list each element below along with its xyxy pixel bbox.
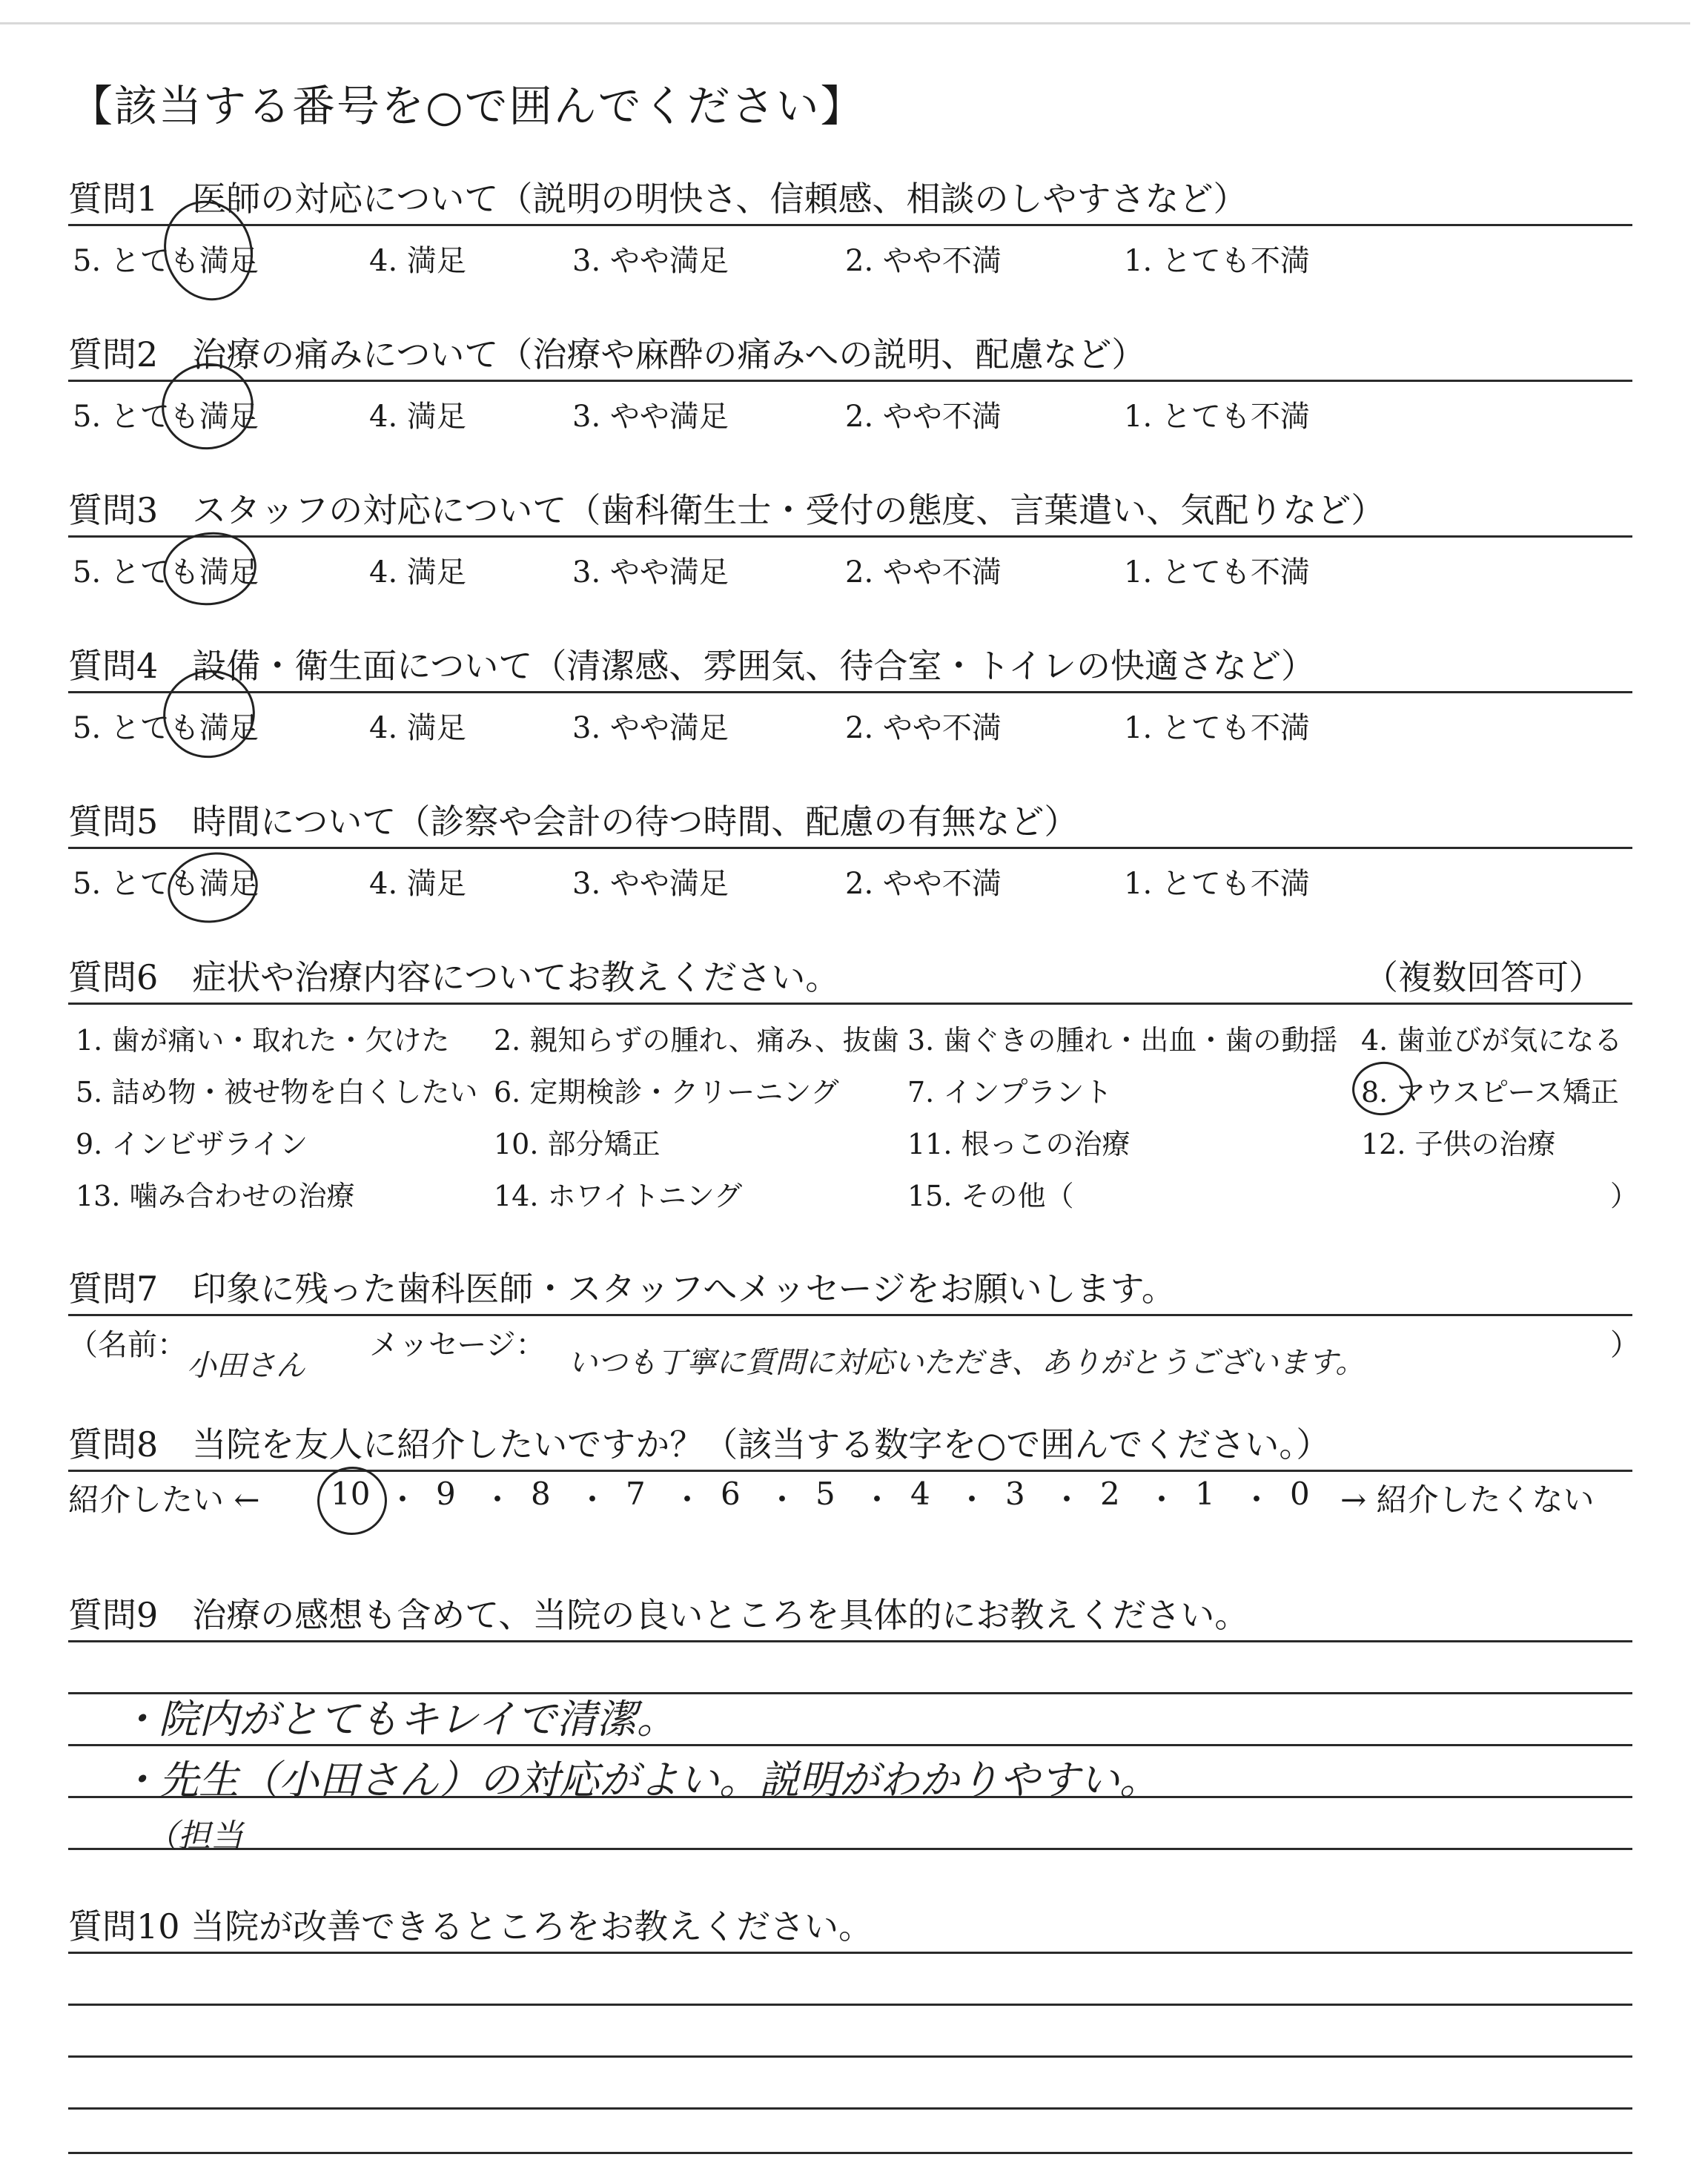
rule-q9-1 <box>68 1640 1632 1642</box>
q6-item-1[interactable]: 1. 歯が痛い・取れた・欠けた <box>76 1024 450 1057</box>
q3-option-1[interactable]: 1. とても不満 <box>1124 555 1310 589</box>
q3-option-3[interactable]: 3. やや満足 <box>572 555 729 589</box>
question-2: 質問2 治療の痛みについて（治療や麻酔の痛みへの説明、配慮など） <box>68 334 1146 374</box>
rule-q7 <box>68 1314 1632 1316</box>
q9-answer-note[interactable]: （担当 <box>145 1817 243 1855</box>
q8-dot: ・ <box>1051 1482 1083 1518</box>
q9-answer-line-2[interactable]: ・先生（小田さん）の対応がよい。説明がわかりやすい。 <box>119 1757 1159 1803</box>
q2-option-4[interactable]: 4. 満足 <box>369 400 466 434</box>
q8-number-7[interactable]: 7 <box>626 1476 646 1512</box>
q8-dot: ・ <box>861 1482 893 1518</box>
rule-q2 <box>68 380 1632 382</box>
q1-option-4[interactable]: 4. 満足 <box>369 244 466 278</box>
q4-option-4[interactable]: 4. 満足 <box>369 711 466 745</box>
question-4: 質問4 設備・衛生面について（清潔感、雰囲気、待合室・トイレの快適さなど） <box>68 646 1316 686</box>
question-5: 質問5 時間について（診察や会計の待つ時間、配慮の有無など） <box>68 802 1079 842</box>
q9-answer-line-1[interactable]: ・院内がとてもキレイで清潔。 <box>119 1696 677 1743</box>
q8-dot: ・ <box>1241 1482 1273 1518</box>
q2-option-1[interactable]: 1. とても不満 <box>1124 400 1310 434</box>
q8-dot: ・ <box>577 1482 609 1518</box>
q8-dot: ・ <box>482 1482 514 1518</box>
rule-q5 <box>68 847 1632 849</box>
q8-number-8[interactable]: 8 <box>531 1476 551 1512</box>
q7-close-paren: ） <box>1610 1328 1640 1362</box>
q6-item-15[interactable]: 15. その他（ <box>907 1180 1074 1212</box>
q3-option-5[interactable]: 5. とても満足 <box>73 555 259 589</box>
q8-number-4[interactable]: 4 <box>910 1476 930 1512</box>
q3-option-2[interactable]: 2. やや不満 <box>845 555 1002 589</box>
q1-option-2[interactable]: 2. やや不満 <box>845 244 1002 278</box>
q8-number-3[interactable]: 3 <box>1005 1476 1025 1512</box>
q6-item-14[interactable]: 14. ホワイトニング <box>494 1180 743 1212</box>
q6-item-10[interactable]: 10. 部分矯正 <box>494 1128 661 1160</box>
q6-item-4[interactable]: 4. 歯並びが気になる <box>1361 1024 1623 1057</box>
q5-option-1[interactable]: 1. とても不満 <box>1124 867 1310 901</box>
q8-number-9[interactable]: 9 <box>436 1476 456 1512</box>
q6-item-2[interactable]: 2. 親知らずの腫れ、痛み、抜歯 <box>494 1024 899 1057</box>
rule-q10-1 <box>68 1952 1632 1954</box>
q8-number-0[interactable]: 0 <box>1290 1476 1310 1512</box>
rule-q8 <box>68 1470 1632 1472</box>
q8-dot: ・ <box>767 1482 798 1518</box>
q6-item-15-close: ） <box>1610 1180 1639 1212</box>
q8-dot: ・ <box>956 1482 988 1518</box>
rule-q10-2 <box>68 2004 1632 2006</box>
question-8: 質問8 当院を友人に紹介したいですか？（該当する数字を○で囲んでください。） <box>68 1424 1331 1464</box>
q2-option-2[interactable]: 2. やや不満 <box>845 400 1002 434</box>
q4-option-3[interactable]: 3. やや満足 <box>572 711 729 745</box>
q8-number-2[interactable]: 2 <box>1100 1476 1120 1512</box>
question-9: 質問9 治療の感想も含めて、当院の良いところを具体的にお教えください。 <box>68 1595 1249 1635</box>
rule-q10-3 <box>68 2055 1632 2058</box>
q6-item-12[interactable]: 12. 子供の治療 <box>1361 1128 1556 1160</box>
question-6-note: （複数回答可） <box>1364 957 1603 997</box>
question-7: 質問7 印象に残った歯科医師・スタッフへメッセージをお願いします。 <box>68 1269 1176 1309</box>
q6-item-13[interactable]: 13. 噛み合わせの治療 <box>76 1180 355 1212</box>
question-1: 質問1 医師の対応について（説明の明快さ、信頼感、相談のしやすさなど） <box>68 179 1248 219</box>
rule-q6 <box>68 1003 1632 1005</box>
q8-dot: ・ <box>672 1482 704 1518</box>
q7-message-label: メッセージ： <box>369 1328 546 1362</box>
rule-q10-5 <box>68 2152 1632 2154</box>
q8-number-10[interactable]: 10 <box>331 1476 371 1512</box>
q5-option-3[interactable]: 3. やや満足 <box>572 867 729 901</box>
q8-number-6[interactable]: 6 <box>721 1476 741 1512</box>
rule-q1 <box>68 224 1632 226</box>
q5-option-4[interactable]: 4. 満足 <box>369 867 466 901</box>
q1-option-3[interactable]: 3. やや満足 <box>572 244 729 278</box>
q2-option-3[interactable]: 3. やや満足 <box>572 400 729 434</box>
question-6: 質問6 症状や治療内容についてお教えください。 <box>68 957 840 997</box>
q6-item-9[interactable]: 9. インビザライン <box>76 1128 308 1160</box>
form-title: 【該当する番号を○で囲んでください】 <box>70 81 865 131</box>
scan-top-edge <box>0 22 1690 24</box>
q6-item-11[interactable]: 11. 根っこの治療 <box>907 1128 1131 1160</box>
q6-item-5[interactable]: 5. 詰め物・被せ物を白くしたい <box>76 1076 478 1109</box>
q8-dot: ・ <box>387 1482 419 1518</box>
q8-number-1[interactable]: 1 <box>1195 1476 1215 1512</box>
rule-q9-5 <box>68 1848 1632 1850</box>
q1-option-1[interactable]: 1. とても不満 <box>1124 244 1310 278</box>
q6-item-8[interactable]: 8. マウスピース矯正 <box>1361 1076 1619 1109</box>
q4-option-2[interactable]: 2. やや不満 <box>845 711 1002 745</box>
q8-selection-circle <box>312 1462 393 1541</box>
q7-message-value[interactable]: いつも丁寧に質問に対応いただき、ありがとうございます。 <box>568 1346 1366 1380</box>
q8-number-5[interactable]: 5 <box>815 1476 835 1512</box>
q4-option-5[interactable]: 5. とても満足 <box>73 711 259 745</box>
q3-selection-circle <box>159 526 261 612</box>
q2-option-5[interactable]: 5. とても満足 <box>73 400 259 434</box>
q7-name-value[interactable]: 小田さん <box>187 1349 305 1383</box>
q5-selection-circle <box>162 845 263 930</box>
rule-q10-4 <box>68 2107 1632 2110</box>
question-10: 質問10 当院が改善できるところをお教えください。 <box>68 1906 873 1946</box>
q6-item-6[interactable]: 6. 定期検診・クリーニング <box>494 1076 839 1109</box>
q8-dot: ・ <box>1146 1482 1178 1518</box>
q6-item-3[interactable]: 3. 歯ぐきの腫れ・出血・歯の動揺 <box>907 1024 1338 1057</box>
rule-q3 <box>68 535 1632 538</box>
q5-option-2[interactable]: 2. やや不満 <box>845 867 1002 901</box>
q8-right-label: → 紹介したくない <box>1340 1482 1595 1518</box>
q1-option-5[interactable]: 5. とても満足 <box>73 244 259 278</box>
q5-option-5[interactable]: 5. とても満足 <box>73 867 259 901</box>
q8-left-label: 紹介したい ← <box>68 1482 260 1518</box>
q7-name-label: （名前： <box>68 1328 187 1362</box>
rule-q4 <box>68 691 1632 693</box>
q4-option-1[interactable]: 1. とても不満 <box>1124 711 1310 745</box>
q3-option-4[interactable]: 4. 満足 <box>369 555 466 589</box>
question-3: 質問3 スタッフの対応について（歯科衛生士・受付の態度、言葉遣い、気配りなど） <box>68 490 1386 530</box>
q6-item-7[interactable]: 7. インプラント <box>907 1076 1113 1109</box>
